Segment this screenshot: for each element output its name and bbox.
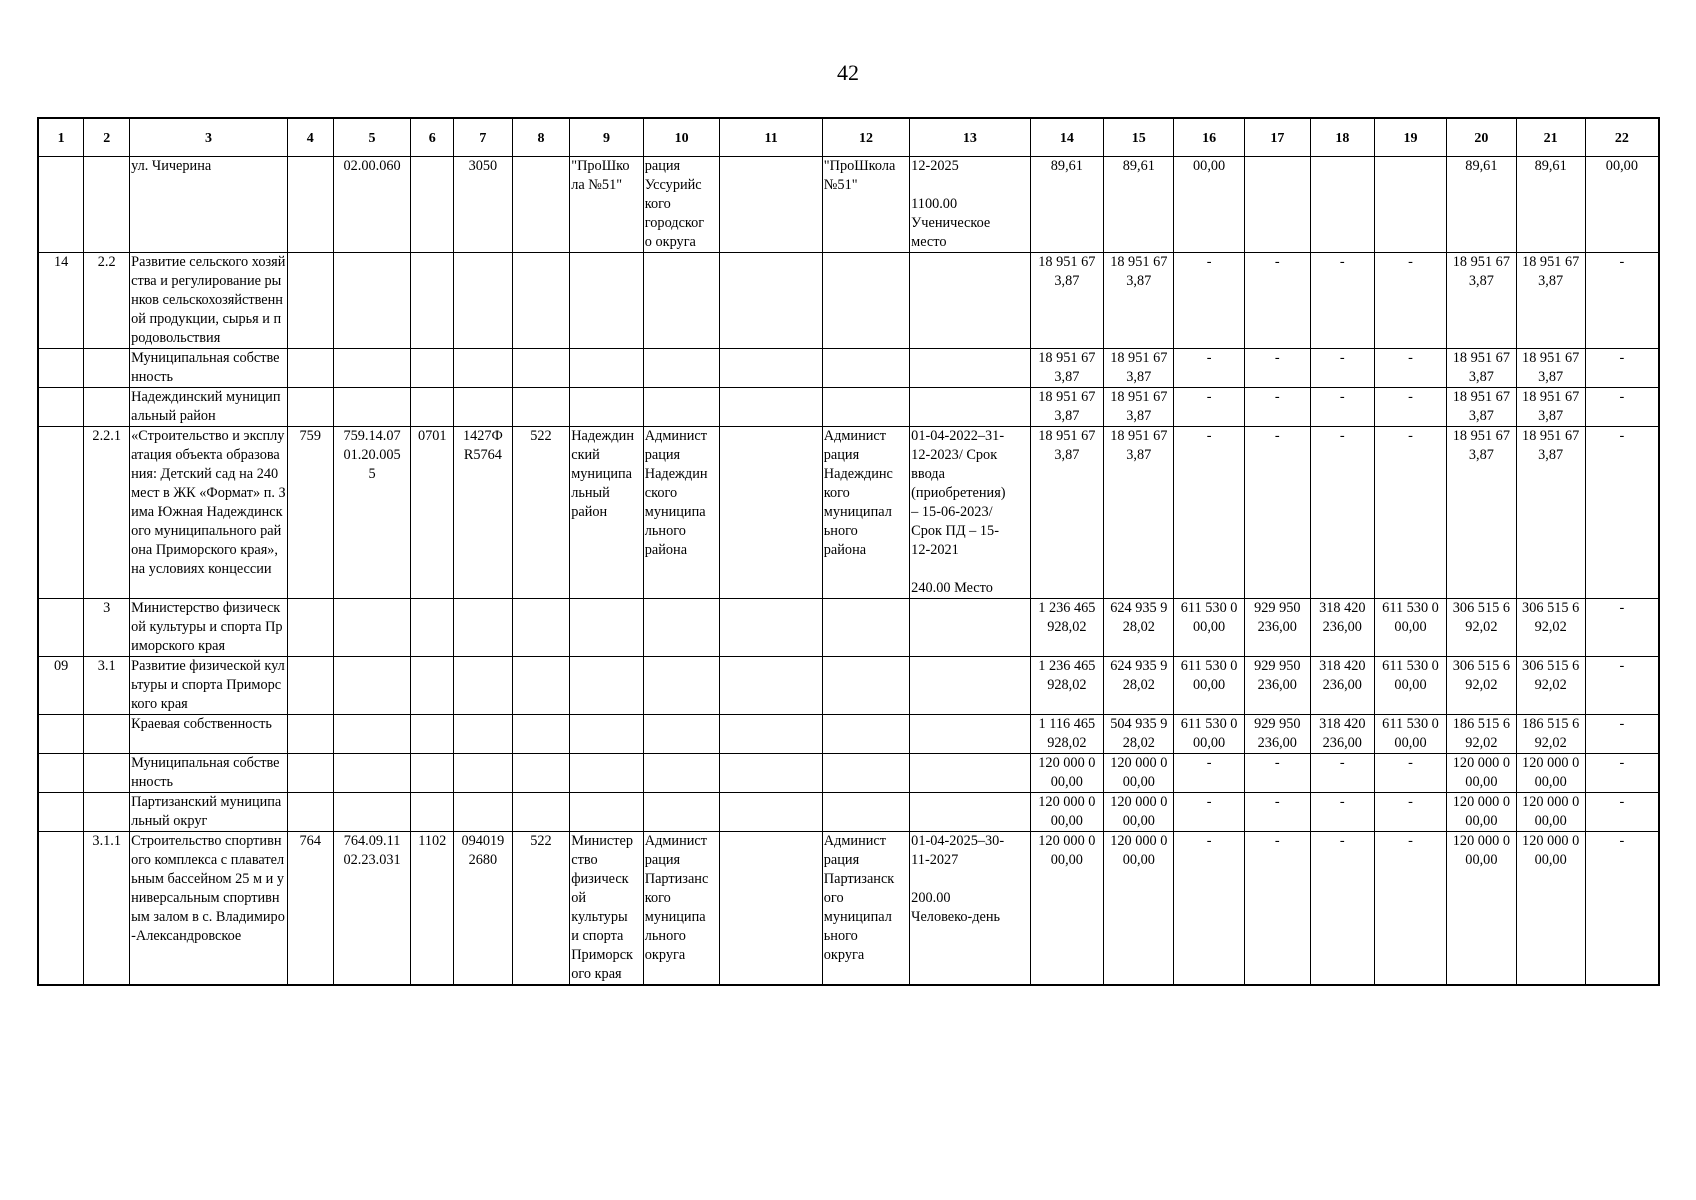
table-row [38, 157, 1659, 253]
table-cell-col-10: рация Уссурийс кого городског о округа [643, 157, 720, 253]
table-cell-col-11 [720, 657, 822, 715]
table-cell-col-22: - [1585, 253, 1659, 349]
table-cell-col-5 [333, 388, 411, 427]
table-cell-col-1 [38, 793, 84, 832]
table-cell-col-9: "ПроШко ла №51" [570, 157, 644, 253]
table-cell-col-4 [287, 599, 333, 657]
table-cell-col-1: 09 [38, 657, 84, 715]
table-cell-col-20: 306 515 6 92,02 [1447, 657, 1516, 715]
column-header-17: 17 [1244, 118, 1310, 157]
table-cell-col-12 [822, 657, 909, 715]
table-cell-col-21: 18 951 67 3,87 [1516, 253, 1585, 349]
table-cell-col-20: 120 000 0 00,00 [1447, 793, 1516, 832]
table-cell-col-2 [84, 388, 130, 427]
table-cell-col-18: - [1310, 793, 1374, 832]
table-cell-col-12 [822, 388, 909, 427]
table-cell-col-7: 3050 [454, 157, 513, 253]
column-header-12: 12 [822, 118, 909, 157]
table-cell-col-10 [643, 388, 720, 427]
table-cell-col-19: - [1374, 388, 1446, 427]
table-cell-col-21: 306 515 6 92,02 [1516, 657, 1585, 715]
table-cell-col-22: - [1585, 715, 1659, 754]
table-cell-col-14: 18 951 67 3,87 [1030, 349, 1104, 388]
table-cell-col-10 [643, 253, 720, 349]
column-header-1: 1 [38, 118, 84, 157]
table-cell-col-4: 764 [287, 832, 333, 986]
table-cell-col-1 [38, 349, 84, 388]
table-cell-col-15: 18 951 67 3,87 [1104, 253, 1174, 349]
table-cell-col-17: - [1244, 754, 1310, 793]
table-row [38, 349, 1659, 388]
table-cell-col-17: 929 950 236,00 [1244, 657, 1310, 715]
table-cell-col-15: 89,61 [1104, 157, 1174, 253]
table-cell-col-16: 611 530 0 00,00 [1174, 715, 1244, 754]
table-cell-col-16: - [1174, 832, 1244, 986]
table-cell-col-1 [38, 599, 84, 657]
table-cell-col-18: - [1310, 832, 1374, 986]
table-cell-col-11 [720, 715, 822, 754]
table-cell-col-15: 18 951 67 3,87 [1104, 388, 1174, 427]
table-cell-col-21: 120 000 0 00,00 [1516, 793, 1585, 832]
table-cell-col-1 [38, 388, 84, 427]
table-cell-col-22: - [1585, 599, 1659, 657]
table-cell-col-2 [84, 715, 130, 754]
table-cell-col-5: 764.09.11 02.23.031 [333, 832, 411, 986]
table-cell-col-14: 1 236 465 928,02 [1030, 599, 1104, 657]
table-row [38, 715, 1659, 754]
table-cell-col-21: 120 000 0 00,00 [1516, 754, 1585, 793]
table-cell-col-12 [822, 715, 909, 754]
table-cell-col-16: - [1174, 754, 1244, 793]
table-cell-col-5 [333, 599, 411, 657]
table-cell-col-22: - [1585, 427, 1659, 599]
table-cell-col-10: Админист рация Партизанс кого муниципа льного округа [643, 832, 720, 986]
table-cell-col-17: - [1244, 832, 1310, 986]
table-cell-col-20: 18 951 67 3,87 [1447, 253, 1516, 349]
table-cell-col-15: 120 000 0 00,00 [1104, 793, 1174, 832]
table-cell-col-19: - [1374, 427, 1446, 599]
table-cell-col-17: 929 950 236,00 [1244, 715, 1310, 754]
table-cell-col-3: Муниципальная собственность [130, 349, 288, 388]
table-cell-col-18 [1310, 157, 1374, 253]
table-cell-col-17: - [1244, 253, 1310, 349]
table-cell-col-18: 318 420 236,00 [1310, 599, 1374, 657]
table-cell-col-19: - [1374, 754, 1446, 793]
table-row [38, 388, 1659, 427]
table-cell-col-20: 186 515 6 92,02 [1447, 715, 1516, 754]
table-cell-col-11 [720, 388, 822, 427]
table-cell-col-16: 611 530 0 00,00 [1174, 599, 1244, 657]
table-cell-col-8 [512, 715, 570, 754]
table-cell-col-2 [84, 793, 130, 832]
table-cell-col-15: 18 951 67 3,87 [1104, 349, 1174, 388]
table-cell-col-13 [910, 349, 1030, 388]
table-cell-col-14: 120 000 0 00,00 [1030, 793, 1104, 832]
table-cell-col-8 [512, 754, 570, 793]
table-cell-col-7 [454, 599, 513, 657]
table-cell-col-20: 89,61 [1447, 157, 1516, 253]
table-cell-col-8 [512, 157, 570, 253]
table-cell-col-18: - [1310, 388, 1374, 427]
table-cell-col-10 [643, 793, 720, 832]
table-cell-col-16: - [1174, 793, 1244, 832]
table-cell-col-5 [333, 253, 411, 349]
table-cell-col-12 [822, 599, 909, 657]
table-cell-col-21: 120 000 0 00,00 [1516, 832, 1585, 986]
column-header-10: 10 [643, 118, 720, 157]
table-cell-col-2: 2.2.1 [84, 427, 130, 599]
table-cell-col-13 [910, 754, 1030, 793]
table-cell-col-8 [512, 599, 570, 657]
table-cell-col-4 [287, 253, 333, 349]
table-cell-col-22: - [1585, 388, 1659, 427]
page-number: 42 [837, 60, 859, 85]
table-cell-col-5: 759.14.07 01.20.005 5 [333, 427, 411, 599]
table-cell-col-20: 120 000 0 00,00 [1447, 832, 1516, 986]
table-cell-col-21: 186 515 6 92,02 [1516, 715, 1585, 754]
table-cell-col-18: - [1310, 427, 1374, 599]
table-cell-col-15: 624 935 9 28,02 [1104, 657, 1174, 715]
table-cell-col-16: - [1174, 388, 1244, 427]
table-cell-col-6 [411, 157, 454, 253]
table-cell-col-19: 611 530 0 00,00 [1374, 599, 1446, 657]
table-cell-col-7 [454, 715, 513, 754]
table-cell-col-13: 01-04-2022–31- 12-2023/ Срок ввода (приобретения) – 15-06-2023/ Срок ПД – 15- 12-2021 240.00 Место [910, 427, 1030, 599]
table-cell-col-11 [720, 253, 822, 349]
table-cell-col-21: 18 951 67 3,87 [1516, 349, 1585, 388]
table-cell-col-14: 120 000 0 00,00 [1030, 754, 1104, 793]
table-cell-col-4 [287, 388, 333, 427]
table-cell-col-22: - [1585, 754, 1659, 793]
table-cell-col-7 [454, 657, 513, 715]
table-cell-col-16: 00,00 [1174, 157, 1244, 253]
table-cell-col-5 [333, 715, 411, 754]
table-cell-col-14: 1 116 465 928,02 [1030, 715, 1104, 754]
table-cell-col-8: 522 [512, 832, 570, 986]
table-cell-col-14: 18 951 67 3,87 [1030, 427, 1104, 599]
table-cell-col-18: 318 420 236,00 [1310, 657, 1374, 715]
table-cell-col-3: Краевая собственность [130, 715, 288, 754]
header-row [38, 118, 1659, 157]
table-cell-col-13 [910, 793, 1030, 832]
table-cell-col-14: 18 951 67 3,87 [1030, 388, 1104, 427]
table-cell-col-22: 00,00 [1585, 157, 1659, 253]
column-header-7: 7 [454, 118, 513, 157]
table-cell-col-18: - [1310, 253, 1374, 349]
table-cell-col-4 [287, 657, 333, 715]
column-header-2: 2 [84, 118, 130, 157]
table-cell-col-1 [38, 427, 84, 599]
table-cell-col-4 [287, 349, 333, 388]
column-header-5: 5 [333, 118, 411, 157]
column-header-9: 9 [570, 118, 644, 157]
table-cell-col-17: - [1244, 349, 1310, 388]
table-cell-col-6 [411, 754, 454, 793]
table-row [38, 754, 1659, 793]
table-cell-col-1 [38, 715, 84, 754]
table-cell-col-2 [84, 754, 130, 793]
table-cell-col-11 [720, 754, 822, 793]
table-cell-col-1: 14 [38, 253, 84, 349]
table-cell-col-9 [570, 388, 644, 427]
table-cell-col-19: - [1374, 253, 1446, 349]
table-cell-col-9 [570, 754, 644, 793]
column-header-8: 8 [512, 118, 570, 157]
column-header-16: 16 [1174, 118, 1244, 157]
table-cell-col-16: - [1174, 427, 1244, 599]
table-cell-col-12 [822, 349, 909, 388]
table-row [38, 832, 1659, 986]
table-cell-col-11 [720, 832, 822, 986]
column-header-3: 3 [130, 118, 288, 157]
table-cell-col-12: Админист рация Надеждинс кого муниципал ьного района [822, 427, 909, 599]
table-cell-col-7: 094019 2680 [454, 832, 513, 986]
table-cell-col-15: 120 000 0 00,00 [1104, 754, 1174, 793]
column-header-19: 19 [1374, 118, 1446, 157]
table-cell-col-17 [1244, 157, 1310, 253]
column-header-21: 21 [1516, 118, 1585, 157]
table-cell-col-13: 01-04-2025–30- 11-2027 200.00 Человеко-день [910, 832, 1030, 986]
table-cell-col-5 [333, 657, 411, 715]
table-cell-col-4 [287, 715, 333, 754]
table-cell-col-10 [643, 349, 720, 388]
table-cell-col-3: «Строительство и эксплуатация объекта образования: Детский сад на 240 мест в ЖК «Формат» п. Зима Южная Надеждинского муниципального района Приморского края», на условиях концессии [130, 427, 288, 599]
table-cell-col-14: 18 951 67 3,87 [1030, 253, 1104, 349]
table-cell-col-4 [287, 754, 333, 793]
column-header-14: 14 [1030, 118, 1104, 157]
table-cell-col-3: Строительство спортивного комплекса с плавательным бассейном 25 м и универсальным спортивным залом в с. Владимиро-Александровское [130, 832, 288, 986]
table-cell-col-12 [822, 754, 909, 793]
table-cell-col-4 [287, 793, 333, 832]
table-cell-col-8 [512, 657, 570, 715]
table-cell-col-21: 306 515 6 92,02 [1516, 599, 1585, 657]
table-cell-col-3: Развитие сельского хозяйства и регулирование рынков сельскохозяйственной продукции, сырья и продовольствия [130, 253, 288, 349]
table-cell-col-6 [411, 715, 454, 754]
table-cell-col-10 [643, 754, 720, 793]
table-cell-col-6: 0701 [411, 427, 454, 599]
table-cell-col-20: 18 951 67 3,87 [1447, 388, 1516, 427]
table-cell-col-4 [287, 157, 333, 253]
table-cell-col-15: 504 935 9 28,02 [1104, 715, 1174, 754]
table-cell-col-19: - [1374, 832, 1446, 986]
column-header-22: 22 [1585, 118, 1659, 157]
table-cell-col-21: 18 951 67 3,87 [1516, 388, 1585, 427]
table-cell-col-2 [84, 157, 130, 253]
table-cell-col-7: 1427Ф R5764 [454, 427, 513, 599]
column-header-11: 11 [720, 118, 822, 157]
table-cell-col-20: 306 515 6 92,02 [1447, 599, 1516, 657]
table-cell-col-17: 929 950 236,00 [1244, 599, 1310, 657]
table-cell-col-6 [411, 253, 454, 349]
column-header-13: 13 [910, 118, 1030, 157]
table-cell-col-10 [643, 657, 720, 715]
table-cell-col-13 [910, 253, 1030, 349]
table-cell-col-14: 120 000 0 00,00 [1030, 832, 1104, 986]
table-cell-col-7 [454, 793, 513, 832]
table-cell-col-16: - [1174, 253, 1244, 349]
table-cell-col-20: 18 951 67 3,87 [1447, 349, 1516, 388]
table-cell-col-7 [454, 754, 513, 793]
table-cell-col-9 [570, 793, 644, 832]
table-cell-col-17: - [1244, 793, 1310, 832]
table-cell-col-22: - [1585, 657, 1659, 715]
table-cell-col-15: 624 935 9 28,02 [1104, 599, 1174, 657]
table-cell-col-7 [454, 388, 513, 427]
table-cell-col-20: 120 000 0 00,00 [1447, 754, 1516, 793]
table-cell-col-1 [38, 754, 84, 793]
table-cell-col-8 [512, 349, 570, 388]
table-cell-col-2: 3.1.1 [84, 832, 130, 986]
table-cell-col-19 [1374, 157, 1446, 253]
table-cell-col-18: 318 420 236,00 [1310, 715, 1374, 754]
table-cell-col-1 [38, 157, 84, 253]
table-cell-col-2 [84, 349, 130, 388]
table-cell-col-11 [720, 349, 822, 388]
table-cell-col-8 [512, 253, 570, 349]
table-cell-col-13 [910, 657, 1030, 715]
table-cell-col-2: 2.2 [84, 253, 130, 349]
table-cell-col-5 [333, 349, 411, 388]
table-cell-col-22: - [1585, 349, 1659, 388]
column-header-20: 20 [1447, 118, 1516, 157]
table-cell-col-18: - [1310, 754, 1374, 793]
table-cell-col-9 [570, 715, 644, 754]
table-cell-col-5 [333, 793, 411, 832]
table-cell-col-19: 611 530 0 00,00 [1374, 657, 1446, 715]
table-cell-col-11 [720, 793, 822, 832]
table-cell-col-8 [512, 388, 570, 427]
table-cell-col-4: 759 [287, 427, 333, 599]
table-cell-col-19: 611 530 0 00,00 [1374, 715, 1446, 754]
table-cell-col-16: 611 530 0 00,00 [1174, 657, 1244, 715]
table-cell-col-3: Муниципальная собственность [130, 754, 288, 793]
table-cell-col-3: Развитие физической культуры и спорта Приморского края [130, 657, 288, 715]
table-cell-col-3: Министерство физической культуры и спорта Приморского края [130, 599, 288, 657]
table-cell-col-12 [822, 793, 909, 832]
table-cell-col-22: - [1585, 793, 1659, 832]
table-cell-col-19: - [1374, 793, 1446, 832]
table-cell-col-9 [570, 599, 644, 657]
table-cell-col-10: Админист рация Надеждин ского муниципа льного района [643, 427, 720, 599]
table-row [38, 793, 1659, 832]
table-cell-col-7 [454, 349, 513, 388]
table-cell-col-13 [910, 715, 1030, 754]
table-cell-col-13 [910, 388, 1030, 427]
table-cell-col-8: 522 [512, 427, 570, 599]
table-cell-col-3: Надеждинский муниципальный район [130, 388, 288, 427]
table-cell-col-20: 18 951 67 3,87 [1447, 427, 1516, 599]
table-cell-col-2: 3 [84, 599, 130, 657]
table-cell-col-17: - [1244, 427, 1310, 599]
table-cell-col-6 [411, 349, 454, 388]
column-header-18: 18 [1310, 118, 1374, 157]
table-cell-col-6 [411, 657, 454, 715]
budget-table [37, 117, 1660, 986]
table-cell-col-9 [570, 657, 644, 715]
table-cell-col-9: Надеждин ский муниципа льный район [570, 427, 644, 599]
table-cell-col-14: 1 236 465 928,02 [1030, 657, 1104, 715]
table-cell-col-2: 3.1 [84, 657, 130, 715]
table-cell-col-6: 1102 [411, 832, 454, 986]
table-cell-col-11 [720, 427, 822, 599]
table-row [38, 657, 1659, 715]
table-cell-col-18: - [1310, 349, 1374, 388]
table-cell-col-15: 120 000 0 00,00 [1104, 832, 1174, 986]
table-cell-col-8 [512, 793, 570, 832]
table-cell-col-21: 89,61 [1516, 157, 1585, 253]
table-cell-col-11 [720, 157, 822, 253]
table-cell-col-16: - [1174, 349, 1244, 388]
table-cell-col-10 [643, 715, 720, 754]
table-cell-col-9 [570, 349, 644, 388]
table-cell-col-6 [411, 793, 454, 832]
table-cell-col-21: 18 951 67 3,87 [1516, 427, 1585, 599]
column-header-4: 4 [287, 118, 333, 157]
table-cell-col-13: 12-2025 1100.00 Ученическое место [910, 157, 1030, 253]
table-cell-col-12: Админист рация Партизанск ого муниципал ьного округа [822, 832, 909, 986]
table-cell-col-12 [822, 253, 909, 349]
table-cell-col-3: Партизанский муниципальный округ [130, 793, 288, 832]
table-cell-col-1 [38, 832, 84, 986]
table-cell-col-7 [454, 253, 513, 349]
column-header-15: 15 [1104, 118, 1174, 157]
table-cell-col-14: 89,61 [1030, 157, 1104, 253]
table-body [38, 157, 1659, 986]
table-cell-col-12: "ПроШкола №51" [822, 157, 909, 253]
table-cell-col-9 [570, 253, 644, 349]
table-row [38, 253, 1659, 349]
column-header-6: 6 [411, 118, 454, 157]
table-cell-col-5 [333, 754, 411, 793]
table-cell-col-11 [720, 599, 822, 657]
table-cell-col-6 [411, 599, 454, 657]
table-cell-col-6 [411, 388, 454, 427]
table-cell-col-22: - [1585, 832, 1659, 986]
table-row [38, 427, 1659, 599]
table-cell-col-13 [910, 599, 1030, 657]
table-cell-col-9: Министер ство физическ ой культуры и спорта Приморск ого края [570, 832, 644, 986]
table-cell-col-19: - [1374, 349, 1446, 388]
table-cell-col-10 [643, 599, 720, 657]
table-cell-col-5: 02.00.060 [333, 157, 411, 253]
table-cell-col-15: 18 951 67 3,87 [1104, 427, 1174, 599]
table-cell-col-17: - [1244, 388, 1310, 427]
table-cell-col-3: ул. Чичерина [130, 157, 288, 253]
table-row [38, 599, 1659, 657]
